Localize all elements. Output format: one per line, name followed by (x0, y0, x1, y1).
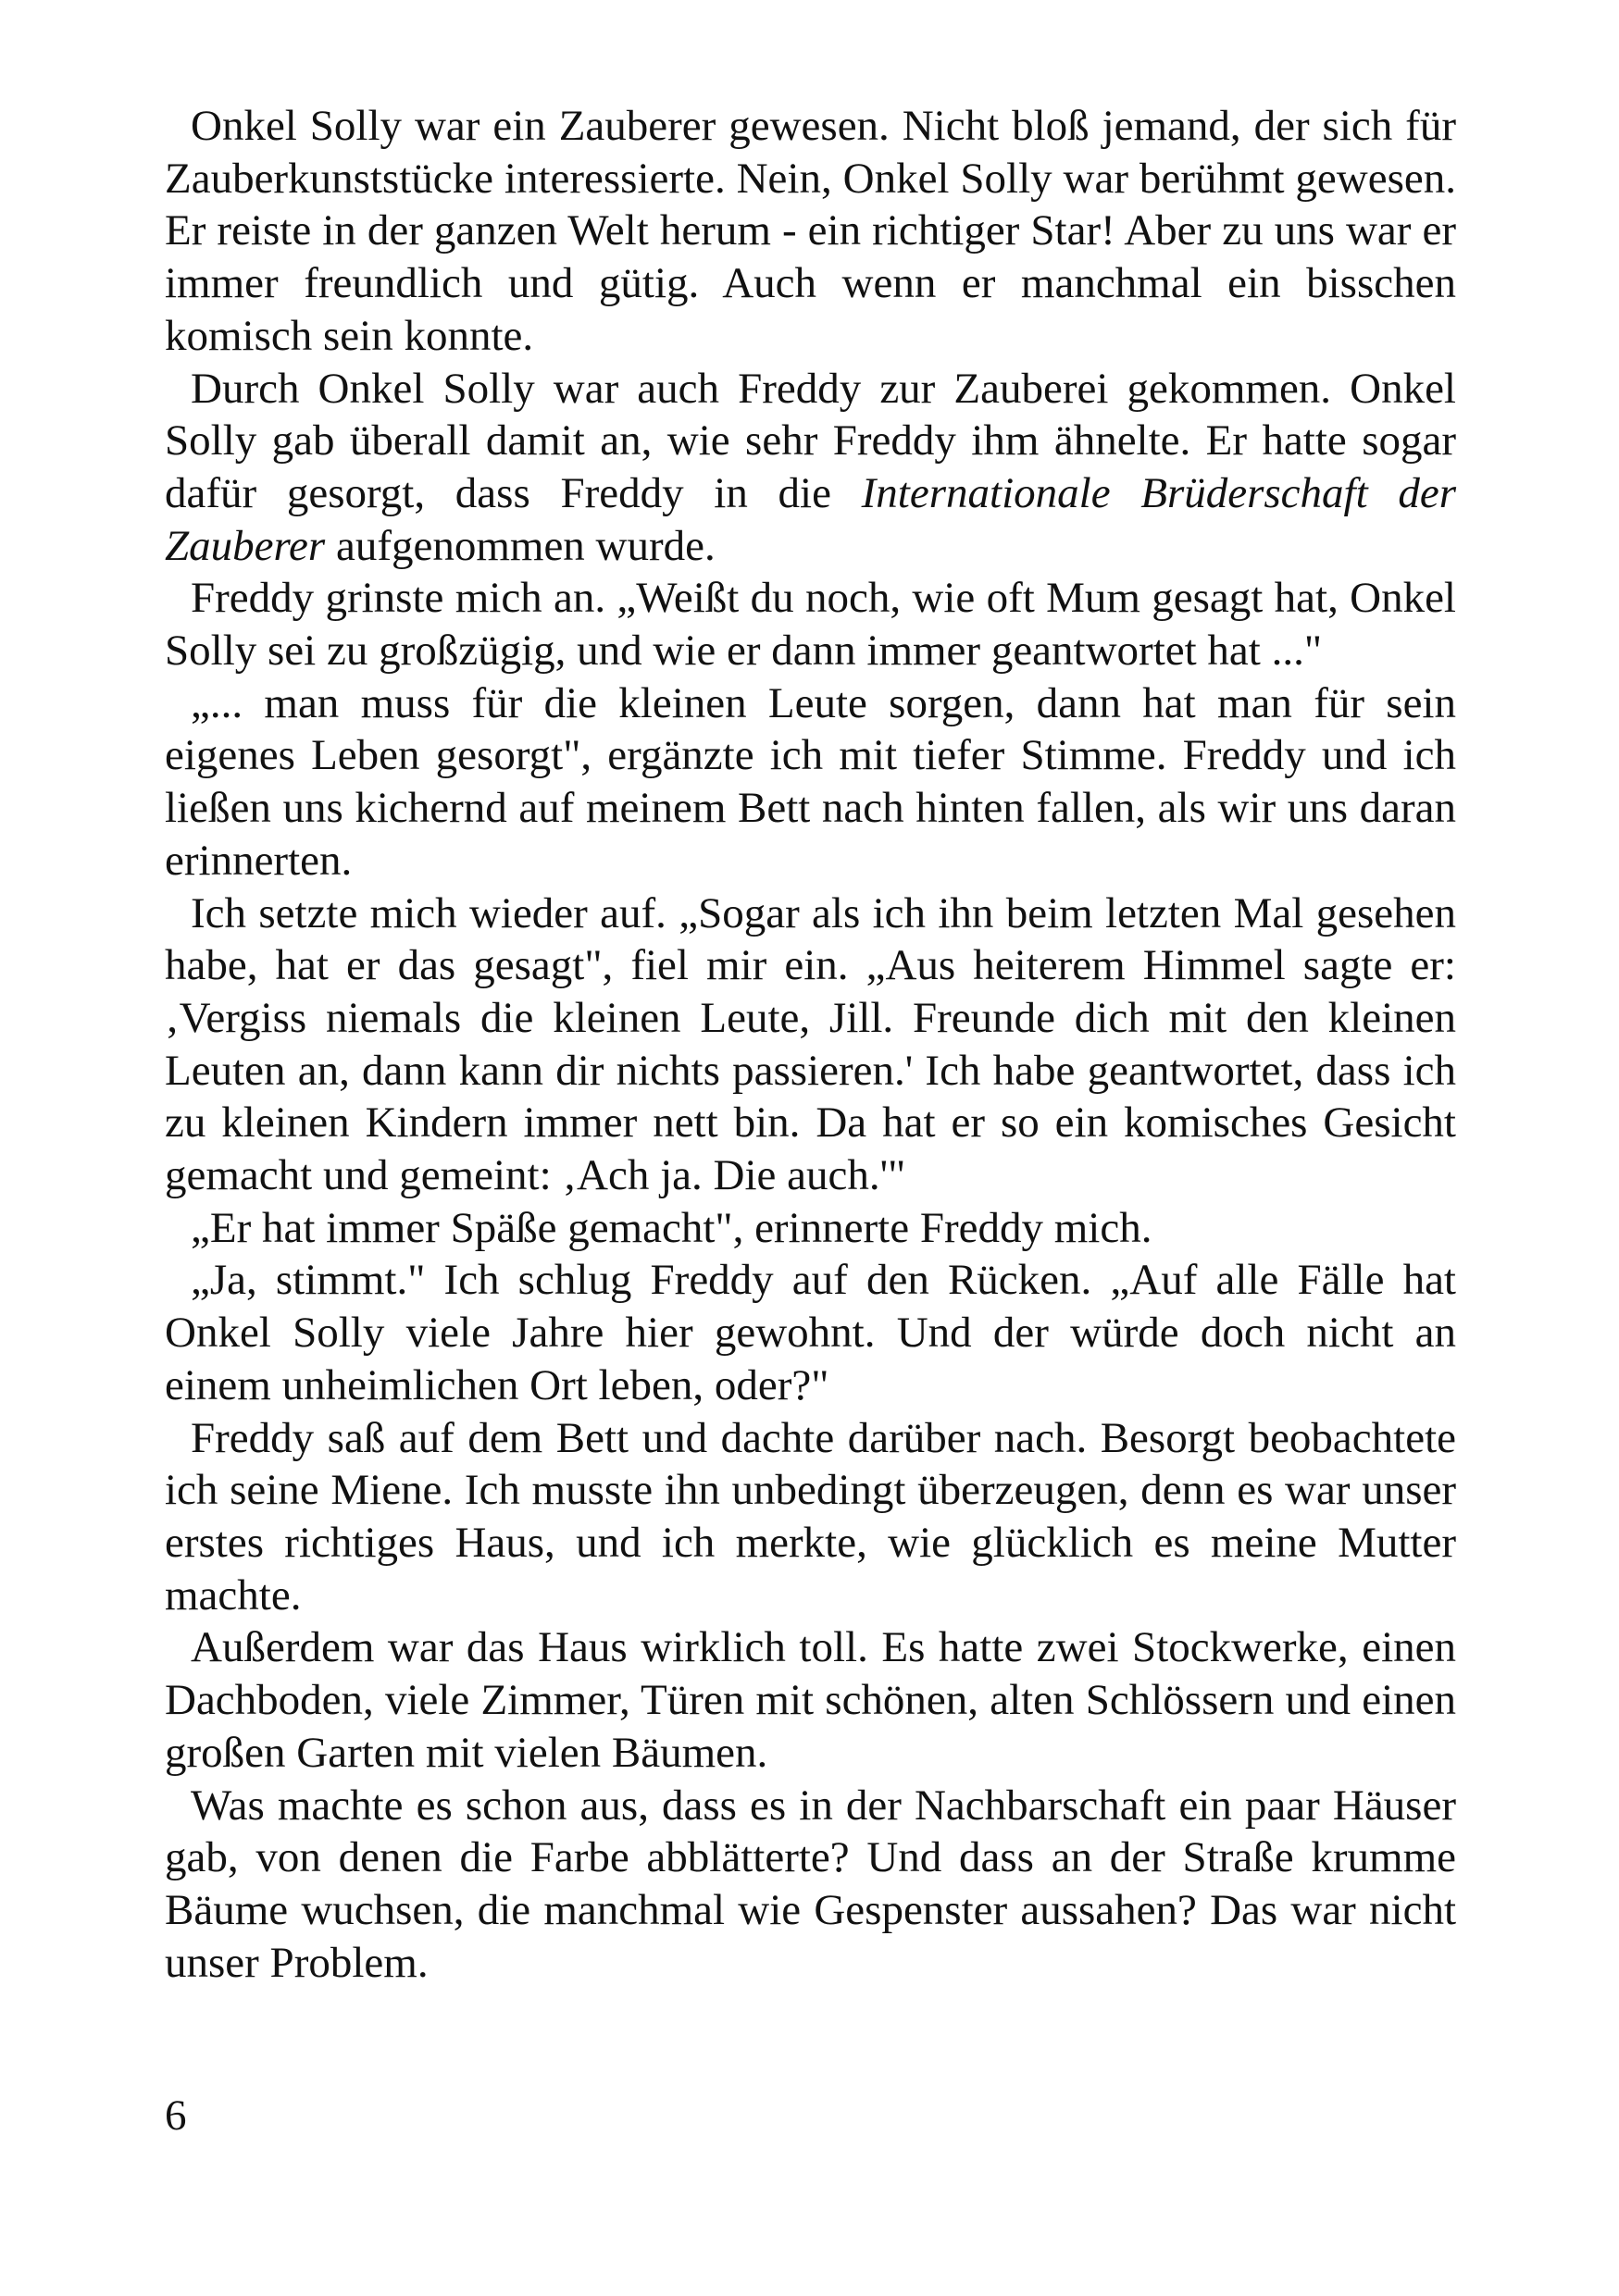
paragraph-10-text: Was machte es schon aus, dass es in der Nachbarschaft ein paar Häuser gab, von denen die Farbe abblätterte? Und dass an der Straße krumme Bäume wuchsen, die manchmal wie Gespenster aussahen? Das war nicht unser Problem. (165, 1781, 1456, 1987)
paragraph-7 (165, 1254, 1456, 1411)
paragraph-6-text: „Er hat immer Späße gemacht", erinnerte Freddy mich. (191, 1203, 1152, 1252)
paragraph-1 (165, 100, 1456, 363)
paragraph-7-text: „Ja, stimmt." Ich schlug Freddy auf den Rücken. „Auf alle Fälle hat Onkel Solly viele Jahre hier gewohnt. Und der würde doch nicht an einem unheimlichen Ort leben, oder?" (165, 1256, 1456, 1409)
paragraph-2-italic-title: Internationale Brüderschaft der Zauberer (165, 468, 1457, 570)
page-number: 6 (165, 2091, 187, 2140)
paragraph-5 (165, 887, 1456, 1202)
paragraph-2 (165, 363, 1456, 573)
paragraph-2-text-b: aufgenommen wurde. (325, 521, 716, 570)
paragraph-10 (165, 1780, 1456, 1990)
paragraph-4 (165, 677, 1456, 887)
paragraph-8 (165, 1412, 1456, 1622)
paragraph-9 (165, 1621, 1456, 1779)
paragraph-8-text: Freddy saß auf dem Bett und dachte darüber nach. Besorgt beobachtete ich seine Miene. Ich musste ihn unbedingt überzeugen, denn es war unser erstes richtiges Haus, und ich merkte, wie glücklich es meine Mutter machte. (165, 1413, 1456, 1620)
paragraph-5-text: Ich setzte mich wieder auf. „Sogar als ich ihn beim letzten Mal gesehen habe, hat er das gesagt", fiel mir ein. „Aus heiterem Himmel sagte er: ‚Vergiss niemals die kleinen Leute, Jill. Freunde dich mit den kleinen Leuten an, dann kann dir nichts passieren.' Ich habe geantwortet, dass ich zu kleinen Kindern immer nett bin. Da hat er so ein komisches Gesicht gemacht und gemeint: ‚Ach ja. Die auch.'" (165, 888, 1456, 1200)
paragraph-2-text-a: Durch Onkel Solly war auch Freddy zur Zauberei gekommen. Onkel Solly gab überall damit an, wie sehr Freddy ihm ähnelte. Er hatte sogar dafür gesorgt, dass Freddy in die (165, 364, 1456, 517)
paragraph-9-text: Außerdem war das Haus wirklich toll. Es hatte zwei Stockwerke, einen Dachboden, viele Zimmer, Türen mit schönen, alten Schlössern und einen großen Garten mit vielen Bäumen. (165, 1623, 1456, 1777)
paragraph-1-text: Onkel Solly war ein Zauberer gewesen. Nicht bloß jemand, der sich für Zauberkunststücke interessierte. Nein, Onkel Solly war berühmt gewesen. Er reiste in der ganzen Welt herum - ein richtiger Star! Aber zu uns war er immer freundlich und gütig. Auch wenn er manchmal ein bisschen komisch sein konnte. (165, 102, 1456, 360)
paragraph-6 (165, 1202, 1456, 1255)
paragraph-4-text: „... man muss für die kleinen Leute sorgen, dann hat man für sein eigenes Leben gesorgt", ergänzte ich mit tiefer Stimme. Freddy und ich ließen uns kichernd auf meinem Bett nach hinten fallen, als wir uns daran erinnerten. (165, 678, 1456, 885)
book-page-body (165, 100, 1456, 1989)
paragraph-3 (165, 572, 1456, 676)
paragraph-3-text: Freddy grinste mich an. „Weißt du noch, wie oft Mum gesagt hat, Onkel Solly sei zu großzügig, und wie er dann immer geantwortet hat ..." (165, 574, 1456, 676)
